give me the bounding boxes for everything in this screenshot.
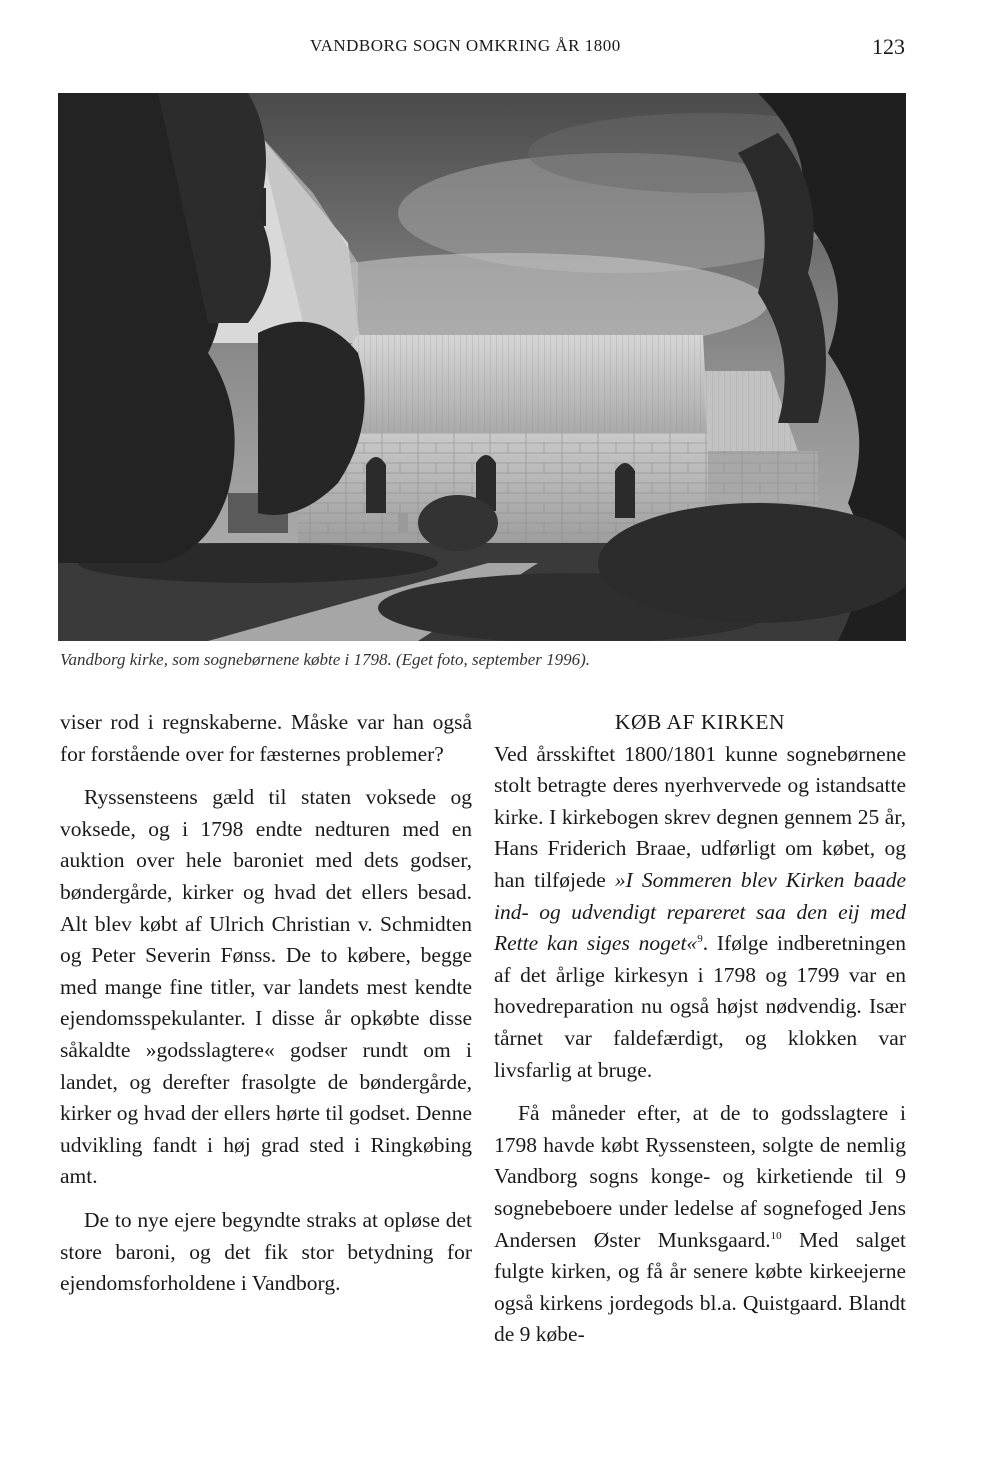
running-head — [60, 36, 905, 66]
footnote-marker-9: 9 — [697, 933, 703, 945]
page-number: 123 — [872, 34, 905, 59]
right-p1-end: . Ifølge indberetningen af det årlige kirkesyn i 1798 og 1799 var en hovedreparation nu også højst nødvendig. Især tårnet var faldefærdigt, og klokken var livsfarlig at bruge. — [494, 931, 906, 1082]
figure-caption: Vandborg kirke, som sognebørnene købte i 1798. (Eget foto, september 1996). — [60, 650, 591, 669]
running-title: VANDBORG SOGN OMKRING ÅR 1800 — [310, 36, 621, 55]
church-photo — [58, 93, 906, 641]
right-paragraph-2 — [494, 1098, 906, 1351]
left-paragraph-1: viser rod i regnskaberne. Måske var han også for forstående over for fæsternes problemer? — [60, 710, 472, 766]
left-column — [60, 707, 472, 1300]
section-heading: KØB AF KIRKEN — [614, 710, 786, 734]
right-p2-end: Med salget fulgte kirken, og få år senere købte kirkeejerne også kirkens jordegods bl.a. Quistgaard. Blandt de 9 købe- — [494, 1227, 906, 1347]
right-p2-start: Få måneder efter, at de to godsslagtere i 1798 havde købt Ryssensteen, solgte de nemlig Vandborg sogns konge- og kirketiende til 9 sognebeboere under ledelse af sognefoged Jens Andersen Øster Munksgaard. — [494, 1101, 906, 1252]
footnote-marker-10: 10 — [770, 1229, 782, 1242]
left-paragraph-3: De to nye ejere begyndte straks at opløse det store baroni, og det fik stor betydning for ejendomsforholdene i Vandborg. — [60, 1207, 472, 1296]
right-column — [494, 707, 906, 1351]
left-paragraph-2: Ryssensteens gæld til staten voksede og voksede, og i 1798 endte nedturen med en auktion over hele baroniet med dets godser, bøndergårde, kirker og hvad det ellers besad. Alt blev købt af Ulrich Christian v. Schmidten og Peter Severin Fønss. De to købere, begge med mange fine titler, var landets mest kendte ejendomsspekulanter. I disse år opkøbte disse såkaldte »godsslagtere« godser rundt om i landet, og derefter frasolgte de bøndergårde, kirker og hvad der ellers hørte til godset. Denne udvikling fandt i høj grad sted i Ringkøbing amt. — [60, 785, 472, 1189]
right-paragraph-1 — [494, 739, 906, 1087]
braae-quote: »I Sommeren blev Kirken baade ind- og udvendigt repareret saa den eij med Rette kan siges noget« — [494, 867, 906, 956]
right-p1-start: Ved årsskiftet 1800/1801 kunne sognebørnene stolt betragte deres nyerhvervede og istandsatte kirke. I kirkebogen skrev degnen gennem 25 år, Hans Friderich Braae, udførligt om købet, og han tilføjede — [494, 741, 906, 892]
